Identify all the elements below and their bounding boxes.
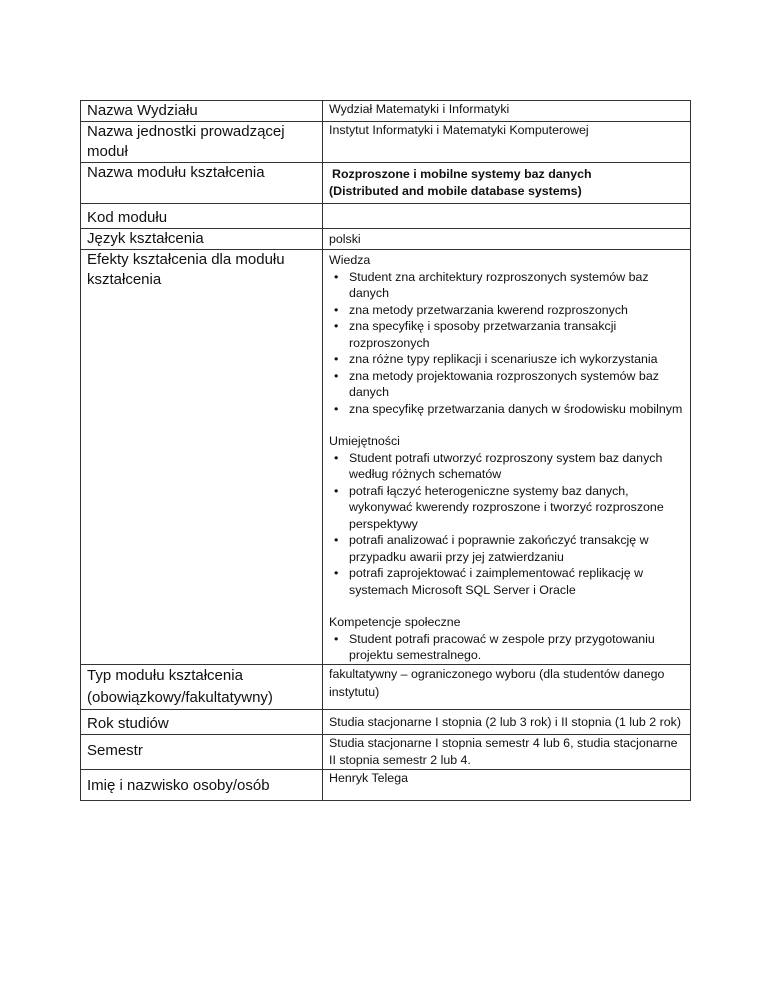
table-row [81,769,691,800]
list-item: • potrafi zaprojektować i zaimplementować replikację w systemach Microsoft SQL Server i Oracle [349,565,684,598]
label-jezyk: Język kształcenia [81,229,323,250]
label-jednostka: Nazwa jednostki prowadzącej moduł [81,122,323,163]
list-item: • Student zna architektury rozproszonych systemów baz danych [349,269,684,302]
table-row [81,734,691,769]
list-item: • zna specyfikę i sposoby przetwarzania transakcji rozproszonych [349,318,684,351]
value-jezyk: polski [323,229,691,250]
list-item: • potrafi analizować i poprawnie zakończyć transakcję w przypadku awarii przy jej zatwierdzaniu [349,532,684,565]
kompetencje-list [329,631,684,664]
list-item: • zna specyfikę przetwarzania danych w środowisku mobilnym [349,401,684,418]
umiejetnosci-heading: Umiejętności [329,434,400,448]
table-row [81,122,691,163]
value-efekty [323,250,691,665]
list-item: • Student potrafi utworzyć rozproszony system baz danych według różnych schematów [349,450,684,483]
table-row [81,163,691,204]
list-item: • zna metody projektowania rozproszonych systemów baz danych [349,368,684,401]
list-item: • zna metody przetwarzania kwerend rozproszonych [349,302,684,319]
list-item: • potrafi łączyć heterogeniczne systemy baz danych, wykonywać kwerendy rozproszone i tworzyć rozproszone perspektywy [349,483,684,533]
value-nazwa-modulu [323,163,691,204]
section-gap [329,598,684,614]
table-row [81,664,691,709]
table-row [81,709,691,734]
value-typ: fakultatywny – ograniczonego wyboru (dla studentów danego instytutu) [323,664,691,709]
wiedza-list [329,269,684,418]
value-rok: Studia stacjonarne I stopnia (2 lub 3 rok) i II stopnia (1 lub 2 rok) [323,709,691,734]
kompetencje-heading: Kompetencje społeczne [329,615,461,629]
value-semestr: Studia stacjonarne I stopnia semestr 4 lub 6, studia stacjonarne II stopnia semestr 2 lub 4. [323,734,691,769]
section-gap [329,417,684,433]
module-name-english: (Distributed and mobile database systems) [329,183,582,198]
label-rok: Rok studiów [81,709,323,734]
label-osoba: Imię i nazwisko osoby/osób [81,769,323,800]
list-item: • zna różne typy replikacji i scenariusze ich wykorzystania [349,351,684,368]
value-wydzial: Wydział Matematyki i Informatyki [323,101,691,122]
value-osoba: Henryk Telega [323,769,691,800]
umiejetnosci-list [329,450,684,599]
table-row [81,204,691,229]
value-jednostka: Instytut Informatyki i Matematyki Komputerowej [323,122,691,163]
module-description-table [80,100,691,801]
label-wydzial: Nazwa Wydziału [81,101,323,122]
label-semestr: Semestr [81,734,323,769]
label-nazwa-modulu: Nazwa modułu kształcenia [81,163,323,204]
label-kod: Kod modułu [81,204,323,229]
label-efekty: Efekty kształcenia dla modułu kształcenia [81,250,323,665]
table-row [81,101,691,122]
value-kod [323,204,691,229]
module-name-polish: Rozproszone i mobilne systemy baz danych [332,167,592,181]
wiedza-heading: Wiedza [329,253,371,267]
list-item: • Student potrafi pracować w zespole przy przygotowaniu projektu semestralnego. [349,631,684,664]
label-typ: Typ modułu kształcenia (obowiązkowy/fakultatywny) [81,664,323,709]
table-row [81,229,691,250]
table-row [81,250,691,665]
